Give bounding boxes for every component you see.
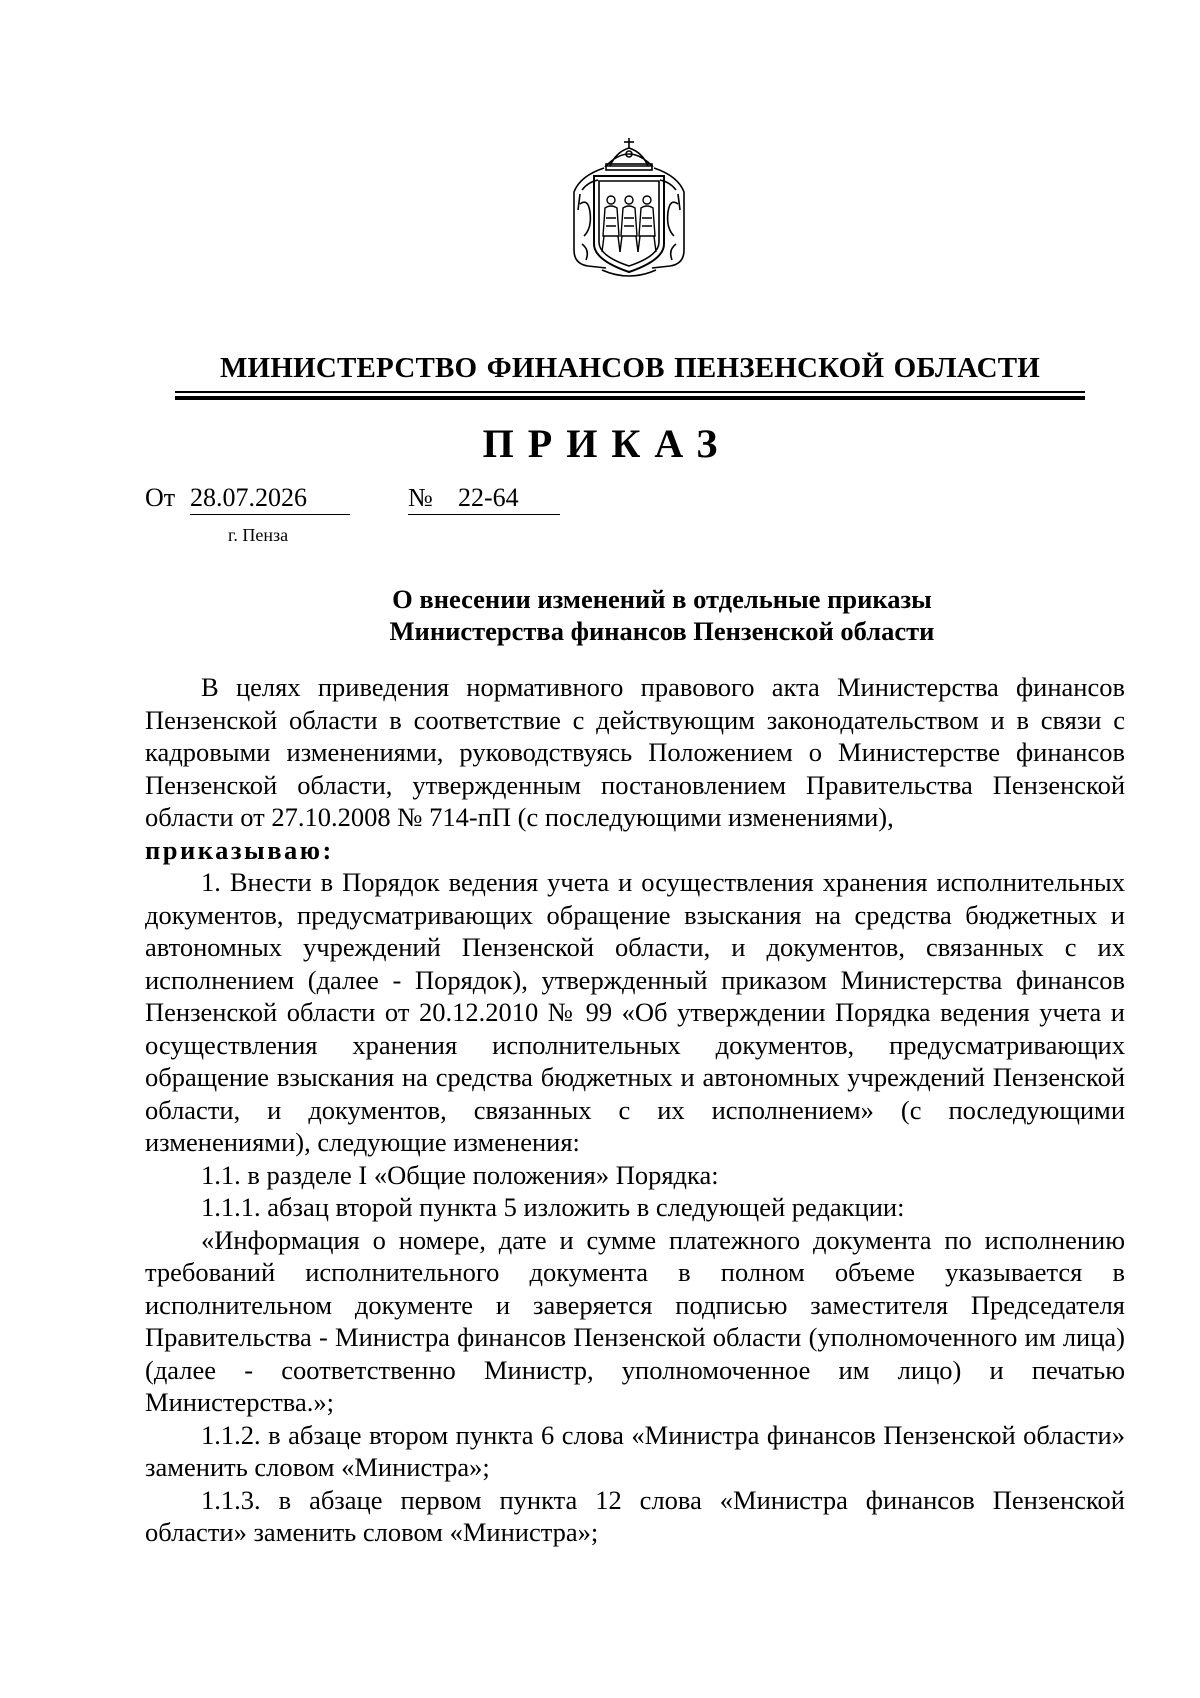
order-word: приказываю:	[145, 834, 334, 865]
paragraph-1-1-1: 1.1.1. абзац второй пункта 5 изложить в следующей редакции:	[201, 1192, 905, 1222]
document-type-title: ПРИКАЗ	[482, 421, 732, 466]
paragraph-1-1-2: 1.1.2. в абзаце втором пункта 6 слова «Министра финансов Пензенской области» заменить словом «Министра»;	[145, 1419, 1125, 1482]
city-label: г. Пенза	[228, 525, 289, 545]
document-body	[145, 671, 1125, 1549]
order-word-paragraph	[145, 834, 1125, 867]
document-subject	[352, 583, 972, 647]
paragraph-1-1: 1.1. в разделе I «Общие положения» Порядка:	[201, 1159, 719, 1190]
subject-line-2: Министерства финансов Пензенской области	[389, 616, 935, 646]
quoted-paragraph: «Информация о номере, дате и сумме платежного документа по исполнению требований исполнительного документа в полном объеме указывается в исполнительном документе и заверяется подписью заместителя Председателя Правительства - Министра финансов Пензенской области (уполномоченного им лица) (далее - соответственно Министр, уполномоченное им лицо) и печатью Министерства.»;	[145, 1224, 1125, 1417]
coat-of-arms-icon	[566, 132, 692, 282]
preamble-paragraph: В целях приведения нормативного правового акта Министерства финансов Пензенской области в соответствие с действующим законодательством и в связи с кадровыми изменениями, руководствуясь Положением о Министерстве финансов Пензенской области, утвержденным постановлением Правительства Пензенской области от 27.10.2008 № 714-пП (с последующими изменениями),	[145, 672, 1125, 832]
number-label: №	[408, 483, 433, 512]
paragraph-1: 1. Внести в Порядок ведения учета и осуществления хранения исполнительных документов, предусматривающих обращение взыскания на средства бюджетных и автономных учреждений Пензенской области, и документов, связанных с их исполнением (далее - Порядок), утвержденный приказом Министерства финансов Пензенской области от 20.12.2010 № 99 «Об утверждении Порядка ведения учета и осуществления хранения исполнительных документов, предусматривающих обращение взыскания на средства бюджетных и автономных учреждений Пензенской области, и документов, связанных с их исполнением» (с последующими изменениями), следующие изменения:	[145, 867, 1125, 1157]
document-number: 22-64	[408, 482, 560, 515]
date-label: От	[145, 483, 176, 512]
header-rule-thin	[175, 391, 1085, 393]
header-rule-thick	[175, 396, 1085, 400]
ministry-name: МИНИСТЕРСТВО ФИНАНСОВ ПЕНЗЕНСКОЙ ОБЛАСТИ	[219, 352, 1041, 384]
subject-line-1: О внесении изменений в отдельные приказы	[392, 584, 932, 614]
paragraph-1-1-3: 1.1.3. в абзаце первом пункта 12 слова «Министра финансов Пензенской области» заменить словом «Министра»;	[145, 1484, 1125, 1547]
document-date: 28.07.2026	[190, 482, 350, 515]
